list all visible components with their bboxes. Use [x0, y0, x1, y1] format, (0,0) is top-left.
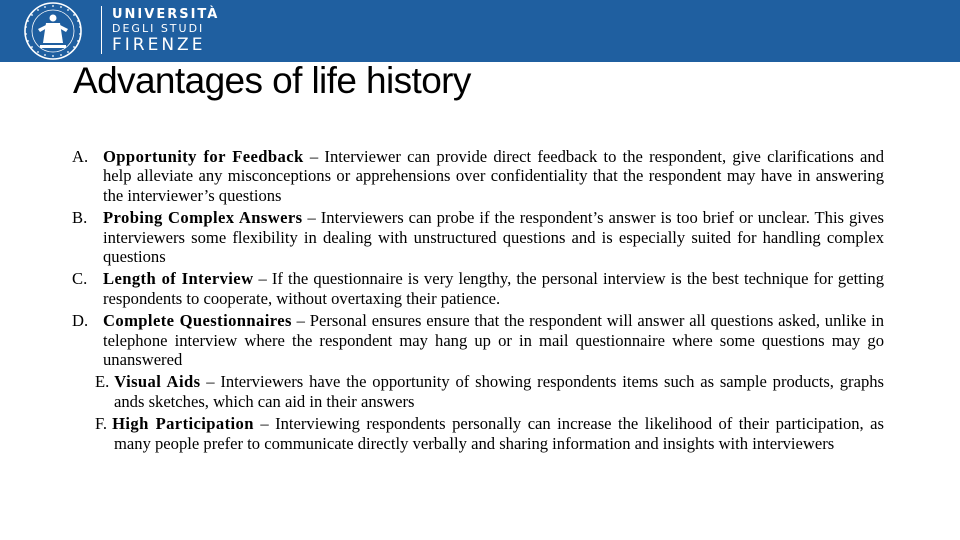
list-item-e	[72, 372, 884, 411]
item-marker: A.	[72, 147, 89, 166]
item-text: – Personal ensures ensure that the respondent will answer all questions asked, unlike in telephone interview where the respondent may hang up or in mail questionnaire where some questions may go unanswered	[103, 311, 884, 370]
item-text: – Interviewers have the opportunity of showing respondents items such as sample products, graphs ands sketches, which can aid in their answers	[114, 372, 884, 411]
item-term: Visual Aids	[114, 372, 201, 392]
item-marker: B.	[72, 208, 88, 228]
list-item-a	[72, 147, 884, 205]
university-name-line2: DEGLI STUDI	[112, 22, 205, 35]
item-term: Opportunity for Feedback	[103, 147, 304, 166]
item-marker: E.	[95, 372, 110, 392]
item-marker: F.	[95, 414, 108, 434]
list-item-f	[72, 414, 884, 453]
header-band	[0, 0, 960, 62]
item-text: – Interviewer can provide direct feedback to the respondent, give clarifications and help alleviate any misconceptions or apprehensions over confidentiality that the respondent may have in answering the interviewer’s questions	[103, 147, 884, 205]
list-item-c	[72, 269, 884, 308]
item-term: High Participation	[112, 414, 254, 434]
item-text: – If the questionnaire is very lengthy, the personal interview is the best technique for getting respondents to cooperate, without overtaxing their patience.	[103, 269, 884, 308]
advantages-list	[72, 147, 884, 453]
logo-divider	[101, 6, 102, 54]
slide-title: Advantages of life history	[73, 60, 471, 101]
item-text: – Interviewing respondents personally can increase the likelihood of their participation, as many people prefer to communicate directly verbally and sharing information and insights with interviewers	[114, 414, 884, 453]
item-marker: C.	[72, 269, 88, 289]
university-wordmark	[112, 8, 219, 54]
item-term: Length of Interview	[103, 269, 254, 289]
university-name-line3: FIRENZE	[112, 35, 206, 55]
item-marker: D.	[72, 311, 89, 331]
university-seal-logo	[8, 1, 98, 61]
list-item-d	[72, 311, 884, 369]
item-term: Probing Complex Answers	[103, 208, 303, 228]
list-item-b	[72, 208, 884, 266]
item-text: – Interviewers can probe if the respondent’s answer is too brief or unclear. This gives interviewers some flexibility in dealing with unstructured questions and is especially suited for handling complex questions	[103, 208, 885, 267]
university-name-line1: UNIVERSITÀ	[112, 7, 220, 22]
item-term: Complete Questionnaires	[103, 311, 292, 331]
